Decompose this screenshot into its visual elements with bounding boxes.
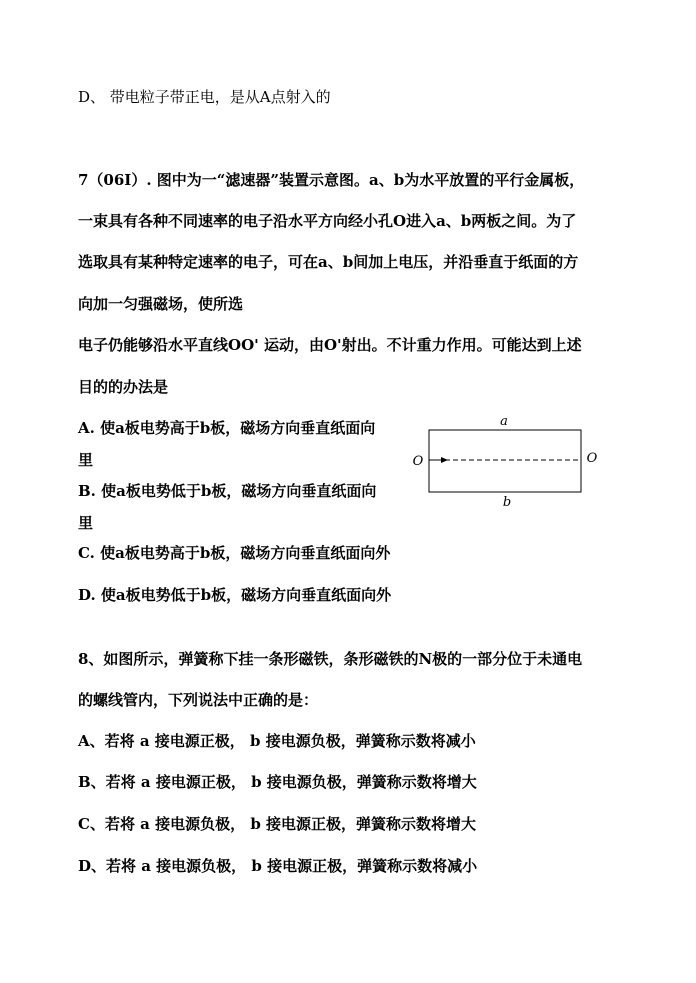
q7-option-a-cont: 里 [78,451,94,469]
hole-o-prime-label: O [586,451,598,466]
q7-option-a: A. 使a板电势高于b板，磁场方向垂直纸面向 [78,419,376,437]
q7-option-b: B. 使a板电势低于b板，磁场方向垂直纸面向 [78,482,377,500]
q8-stem-line-1: 8、如图所示，弹簧称下挂一条形磁铁，条形磁铁的N极的一部分位于未通电 [78,650,583,668]
q7-option-c: C. 使a板电势高于b板，磁场方向垂直纸面向外 [78,544,391,562]
hole-o-label: O [412,454,424,469]
q7-stem-line-2: 一束具有各种不同速率的电子沿水平方向经小孔O进入a、b两板之间。为了 [78,212,577,230]
q8-option-b: B、若将 a 接电源正极， b 接电源负极，弹簧称示数将增大 [78,773,477,791]
q8-option-a: A、若将 a 接电源正极， b 接电源负极，弹簧称示数将减小 [78,732,476,750]
plate-b-label: b [502,495,512,510]
entry-arrow-head [441,457,448,463]
q7-stem-line-5: 电子仍能够沿水平直线OO' 运动，由O'射出。不计重力作用。可能达到上述 [78,336,582,354]
q8-stem-line-2: 的螺线管内，下列说法中正确的是： [78,691,319,709]
q8-option-c: C、若将 a 接电源负极， b 接电源正极，弹簧称示数将增大 [78,815,477,833]
q7-stem-line-1: 7（06Ⅰ）. 图中为一“滤速器”装置示意图。a、b为水平放置的平行金属板， [78,171,585,189]
plate-a-label: a [500,414,508,429]
plates-frame [429,430,581,492]
q7-option-b-cont: 里 [78,514,94,532]
q7-stem-line-4: 向加一匀强磁场，使所选 [78,295,244,313]
q7-stem-line-6: 目的的办法是 [78,378,169,396]
q6-option-d: D、 带电粒子带正电，是从A点射入的 [78,88,331,106]
q7-stem-line-3: 选取具有某种特定速率的电子，可在a、b间加上电压，并沿垂直于纸面的方 [78,253,579,271]
velocity-selector-diagram [404,404,604,514]
q8-option-d: D、若将 a 接电源负极， b 接电源正极，弹簧称示数将减小 [78,857,478,875]
q7-option-d: D. 使a板电势低于b板，磁场方向垂直纸面向外 [78,586,392,604]
